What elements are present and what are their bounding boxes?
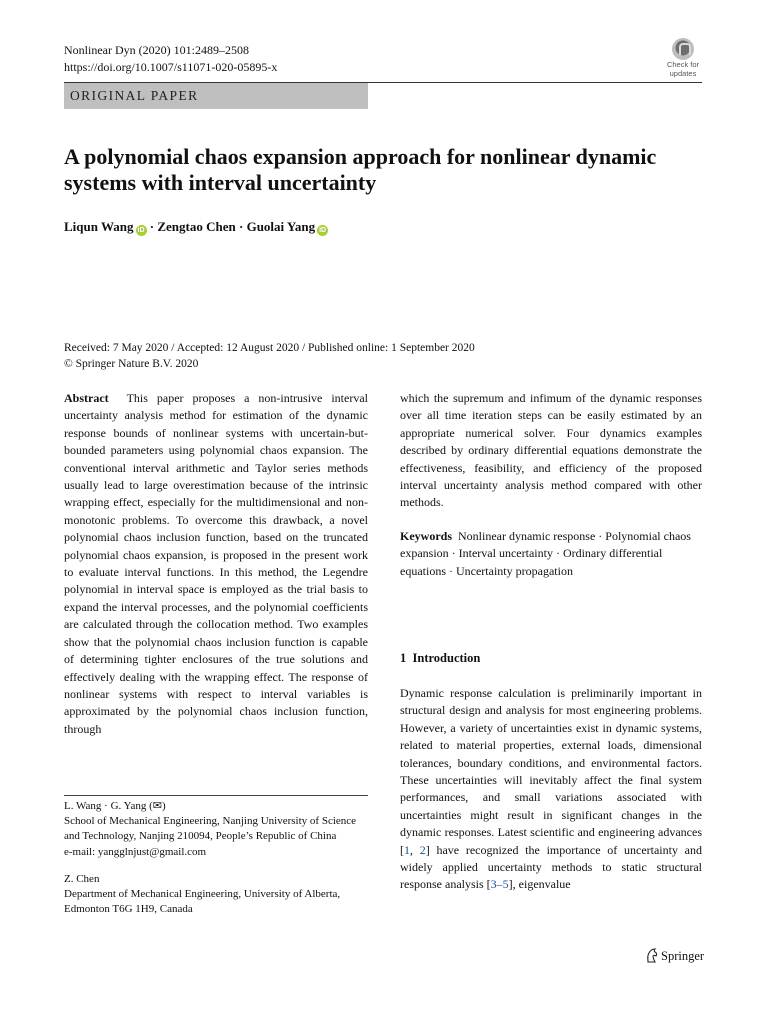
introduction-text [400,685,702,894]
publication-dates [64,340,475,372]
email-link[interactable]: e-mail: yangglnjust@gmail.com [64,845,207,858]
orcid-icon[interactable]: iD [137,227,145,234]
orcid-icon[interactable]: iD [319,227,327,234]
keywords-heading: Keywords [400,529,452,543]
abstract-text: This paper proposes a non-intrusive interval uncertainty analysis method for estimation of the dynamic response bounds of nonlinear systems with uncertain-but-bounded parameters using polynomial chaos expansion. The conventional interval arithmetic and Taylor series methods usually lead to large overestimation because of the intrinsic wrapping effect, especially for the multidimensional and non-monotonic problems. To overcome this drawback, a novel polynomial chaos inclusion function, based on the truncated polynomial chaos expansion, is proposed in the present work to evaluate interval functions. In this method, the Legendre polynomial in interval space is employed as the trial basis to expand the interval processes, and the polynomial coefficients are calculated through the collocation method. Two examples show that the polynomial chaos inclusion function is capable of determining tighter enclosures of the true solutions and effectively dealing with the wrapping effect. The response of nonlinear systems with respect to interval variables is approximated by the polynomial chaos inclusion function, through [64,391,368,736]
journal-citation: Nonlinear Dyn (2020) 101:2489–2508 [64,43,249,57]
author-name: Zengtao Chen [157,219,236,234]
keywords-block [400,528,702,580]
footnote-rule [64,795,368,796]
abstract-continued: which the supremum and infimum of the dynamic responses over all time iteration steps can be easily estimated by an appropriate numerical solver. Four dynamics examples described by ordinary differential equations demonstrate the effectiveness, feasibility, and efficiency of the proposed interval uncertainty analysis method compared with other methods. [400,391,702,510]
check-for-updates-icon [672,38,694,60]
keywords-text: Nonlinear dynamic response · Polynomial chaos expansion · Interval uncertainty · Ordinary differential equations · Uncertainty propagation [400,529,691,578]
copyright-line: © Springer Nature B.V. 2020 [64,358,199,370]
citation-link[interactable]: 1 [404,842,410,857]
section-title: Introduction [412,651,481,665]
badge-line1: Check for [666,60,700,69]
intro-part1: Dynamic response calculation is preliminarily important in structural design and analysis for most engineering problems. However, a variety of uncertainties exist in dynamic systems, related to material properties, external loads, dimensional tolerances, boundary conditions, and environmental factors. These uncertainties will inevitably affect the final system performances, and small variations associated with uncertainties might result in significant changes in the dynamic responses. Latest scientific and engineering advances [ [400,686,702,857]
author-separator: · [238,219,244,234]
doi-link[interactable]: https://doi.org/10.1007/s11071-020-05895-x [64,60,278,74]
check-for-updates-badge[interactable] [662,38,704,80]
abstract-heading: Abstract [64,391,109,405]
intro-part3: ], eigenvalue [508,877,571,892]
author-affiliations [64,799,368,917]
author-list [64,219,328,236]
corresponding-authors: L. Wang · G. Yang (✉) [64,800,166,812]
badge-line2: updates [669,69,697,78]
intro-part2: ] have recognized the importance of uncertainty and widely applied uncertainty methods to static structural response analysis [ [400,842,703,892]
springer-horse-icon [645,948,658,963]
article-type-banner: ORIGINAL PAPER [64,83,368,109]
section-number: 1 [400,651,407,665]
publisher-logo [645,948,704,964]
citation-separator: , [410,842,420,857]
journal-header [64,42,277,76]
abstract-left-column [64,390,368,738]
section-heading [400,651,480,666]
citation-link[interactable]: 3–5 [490,877,509,892]
dates-line: Received: 7 May 2020 / Accepted: 12 August 2020 / Published online: 1 September 2020 [64,342,475,354]
affiliation-1: School of Mechanical Engineering, Nanjing University of Science and Technology, Nanjing 210094, People’s Republic of China [64,815,357,843]
citation-link[interactable]: 2 [419,842,426,857]
publisher-name: Springer [661,949,705,963]
author-name: Liqun Wang [64,219,134,234]
paper-title: A polynomial chaos expansion approach for nonlinear dynamic systems with interval uncertainty [64,144,657,195]
abstract-right-column [400,390,702,512]
second-author: Z. Chen [64,872,100,885]
author-name: Guolai Yang [246,219,316,234]
affiliation-2: Department of Mechanical Engineering, University of Alberta, Edmonton T6G 1H9, Canada [64,888,341,916]
author-separator: · [149,219,155,234]
